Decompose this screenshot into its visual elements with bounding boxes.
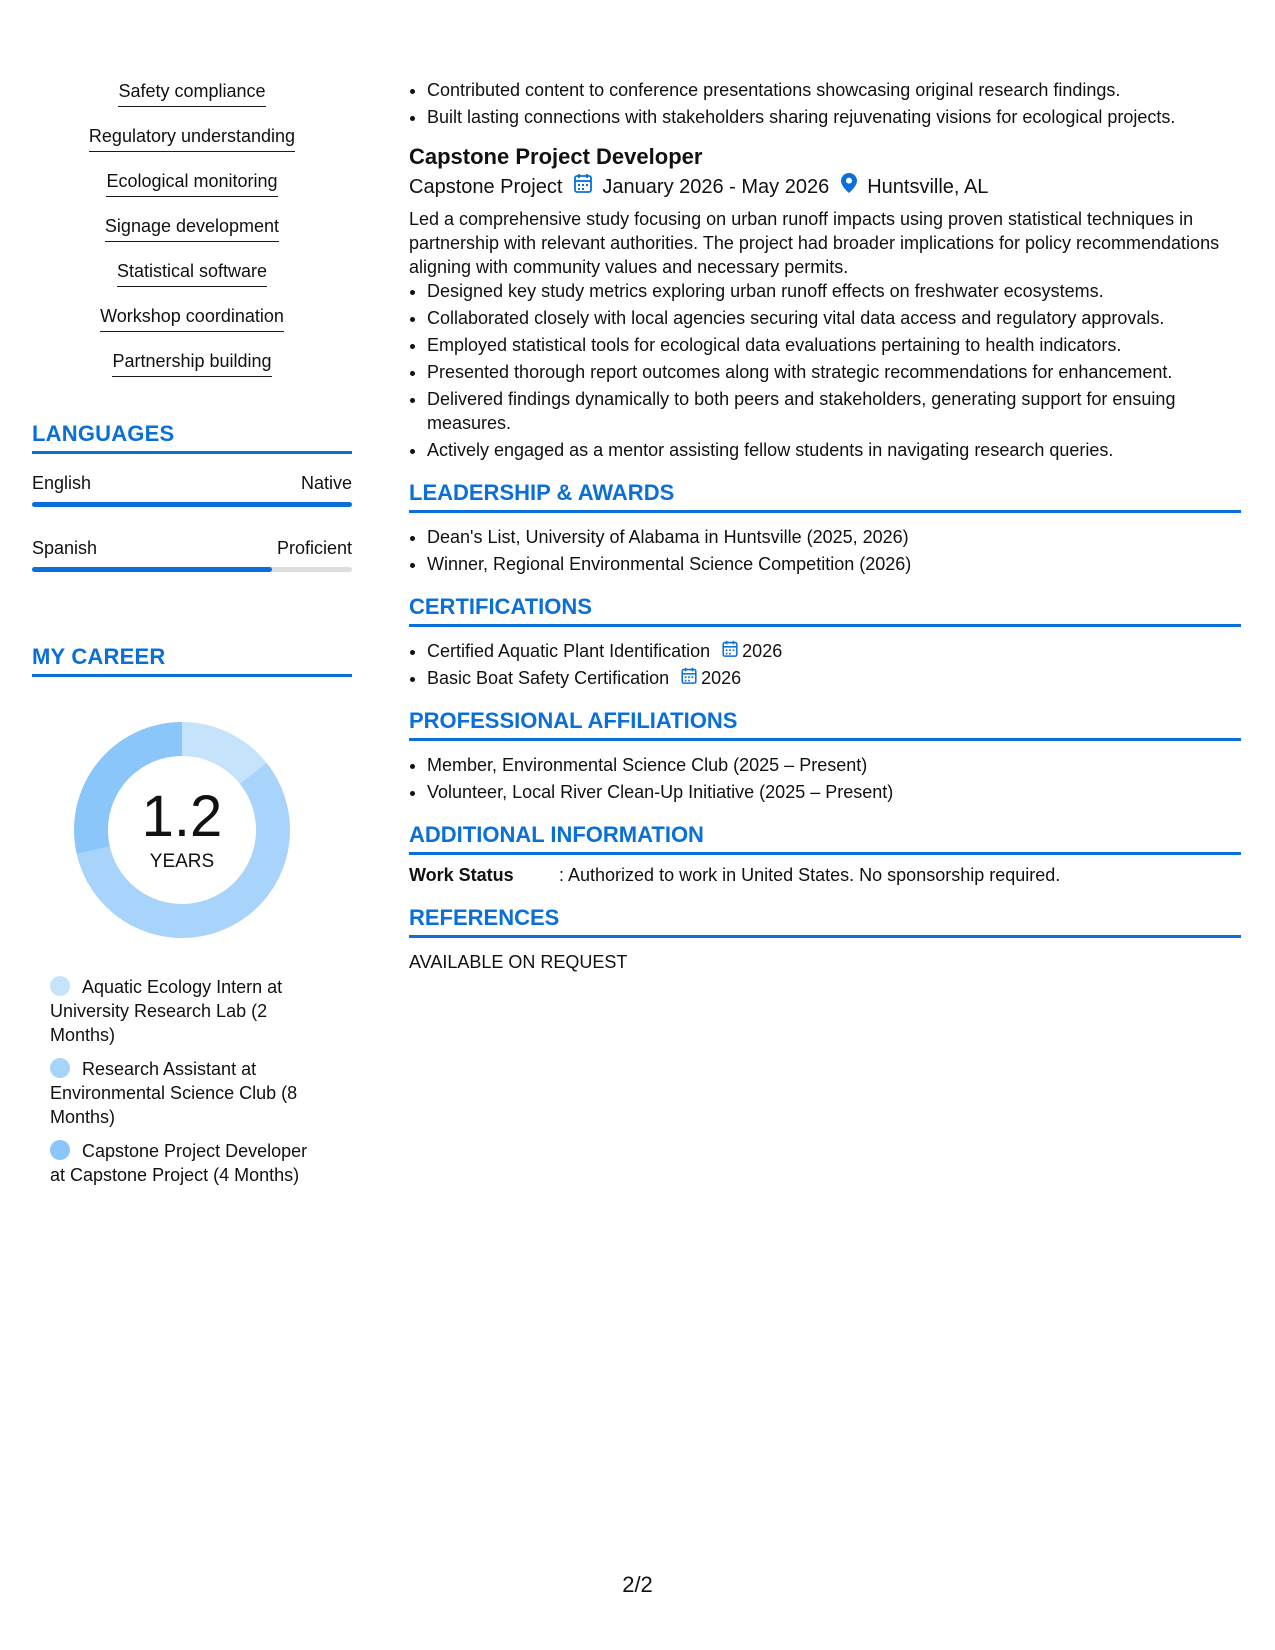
job-dates: January 2026 - May 2026 — [602, 176, 830, 198]
affiliations-heading: PROFESSIONAL AFFILIATIONS — [409, 708, 1241, 741]
career-legend-item — [50, 1057, 320, 1129]
location-pin-icon — [841, 173, 857, 201]
career-donut-chart — [67, 715, 297, 945]
references-heading: REFERENCES — [409, 905, 1241, 938]
skill-label: Partnership building — [112, 350, 271, 377]
skill-label: Statistical software — [117, 260, 267, 287]
job-company: Capstone Project — [409, 176, 563, 198]
language-name: Spanish — [32, 538, 98, 558]
job-description: Led a comprehensive study focusing on urban runoff impacts using proven statistical techniques in partnership with relevant authorities. The project had broader implications for policy recommendations aligning with community values and necessary permits. — [409, 209, 1220, 277]
certification-item — [427, 639, 1241, 663]
bullet-item: • Volunteer, Local River Clean-Up Initiative (2025 – Present) — [427, 780, 1241, 804]
language-level-fill — [32, 502, 352, 507]
skill-label: Signage development — [105, 215, 279, 242]
work-status-row — [409, 863, 1241, 887]
bullet-item: • Designed key study metrics exploring urban runoff effects on freshwater ecosystems. — [427, 279, 1241, 303]
additional-info-heading: ADDITIONAL INFORMATION — [409, 822, 1241, 855]
certification-year: 2026 — [742, 641, 783, 661]
language-level-bar — [32, 502, 352, 507]
references-text: AVAILABLE ON REQUEST — [409, 952, 628, 972]
certification-item — [427, 666, 1241, 690]
career-legend-label: Research Assistant at Environmental Science Club (8 Months) — [50, 1059, 298, 1127]
skill-item — [32, 305, 352, 350]
bullet-item: • Actively engaged as a mentor assisting fellow students in navigating research queries. — [427, 438, 1241, 462]
language-level-bar — [32, 567, 352, 572]
job-location: Huntsville, AL — [867, 176, 989, 198]
language-item — [32, 537, 352, 572]
language-level: Proficient — [276, 538, 352, 558]
job-title: Capstone Project Developer — [409, 144, 703, 169]
career-legend-label: Capstone Project Developer at Capstone Project (4 Months) — [50, 1141, 308, 1185]
calendar-icon — [681, 666, 697, 690]
legend-dot — [50, 976, 70, 996]
legend-dot — [50, 1058, 70, 1078]
bullet-item: • Dean's List, University of Alabama in Huntsville (2025, 2026) — [427, 525, 1241, 549]
bullet-item: • Employed statistical tools for ecological data evaluations pertaining to health indicators. — [427, 333, 1241, 357]
career-legend-item — [50, 975, 320, 1047]
bullet-item: • Built lasting connections with stakeholders sharing rejuvenating visions for ecological projects. — [427, 105, 1241, 129]
career-heading: MY CAREER — [32, 644, 352, 677]
languages-section — [32, 421, 352, 572]
career-legend — [50, 975, 320, 1187]
skill-item — [32, 170, 352, 215]
certification-name: • Certified Aquatic Plant Identification — [427, 641, 711, 661]
skill-label: Regulatory understanding — [89, 125, 295, 152]
career-total-unit: YEARS — [149, 851, 215, 872]
language-level: Native — [300, 473, 352, 493]
page-number: 2/2 — [622, 1572, 653, 1597]
leadership-heading: LEADERSHIP & AWARDS — [409, 480, 1241, 513]
skill-item — [32, 350, 352, 395]
bullet-item: • Presented thorough report outcomes along with strategic recommendations for enhancement. — [427, 360, 1241, 384]
career-section — [32, 644, 352, 1187]
bullet-item: • Delivered findings dynamically to both peers and stakeholders, generating support for ensuing measures. — [427, 387, 1241, 435]
legend-dot — [50, 1140, 70, 1160]
certification-name: • Basic Boat Safety Certification — [427, 668, 670, 688]
leadership-list — [409, 525, 1241, 576]
affiliations-list — [409, 753, 1241, 804]
skill-item — [32, 80, 352, 125]
right-column — [409, 78, 1241, 974]
skill-item — [32, 125, 352, 170]
language-level-fill — [32, 567, 272, 572]
certifications-list — [409, 639, 1241, 690]
skill-label: Workshop coordination — [100, 305, 284, 332]
certification-year: 2026 — [701, 668, 742, 688]
career-legend-label: Aquatic Ecology Intern at University Research Lab (2 Months) — [50, 977, 283, 1045]
previous-job-bullets — [409, 78, 1241, 129]
skill-item — [32, 215, 352, 260]
language-name: English — [32, 473, 92, 493]
bullet-item: • Winner, Regional Environmental Science Competition (2026) — [427, 552, 1241, 576]
bullet-item: • Member, Environmental Science Club (2025 – Present) — [427, 753, 1241, 777]
job-bullets — [409, 279, 1241, 462]
job-meta — [409, 173, 1241, 201]
career-legend-item — [50, 1139, 320, 1187]
skill-label: Ecological monitoring — [106, 170, 277, 197]
skill-item — [32, 260, 352, 305]
work-status-key: Work Status — [409, 865, 514, 885]
certifications-heading: CERTIFICATIONS — [409, 594, 1241, 627]
skills-list — [32, 80, 352, 395]
languages-heading: LANGUAGES — [32, 421, 352, 454]
work-status-value: : Authorized to work in United States. No sponsorship required. — [559, 865, 1061, 885]
left-column — [32, 80, 352, 1197]
bullet-item: • Collaborated closely with local agencies securing vital data access and regulatory approvals. — [427, 306, 1241, 330]
career-total-years: 1.2 — [141, 784, 223, 849]
calendar-icon — [574, 173, 592, 201]
skill-label: Safety compliance — [118, 80, 265, 107]
calendar-icon — [722, 639, 738, 663]
language-item — [32, 472, 352, 507]
bullet-item: • Contributed content to conference presentations showcasing original research findings. — [427, 78, 1241, 102]
